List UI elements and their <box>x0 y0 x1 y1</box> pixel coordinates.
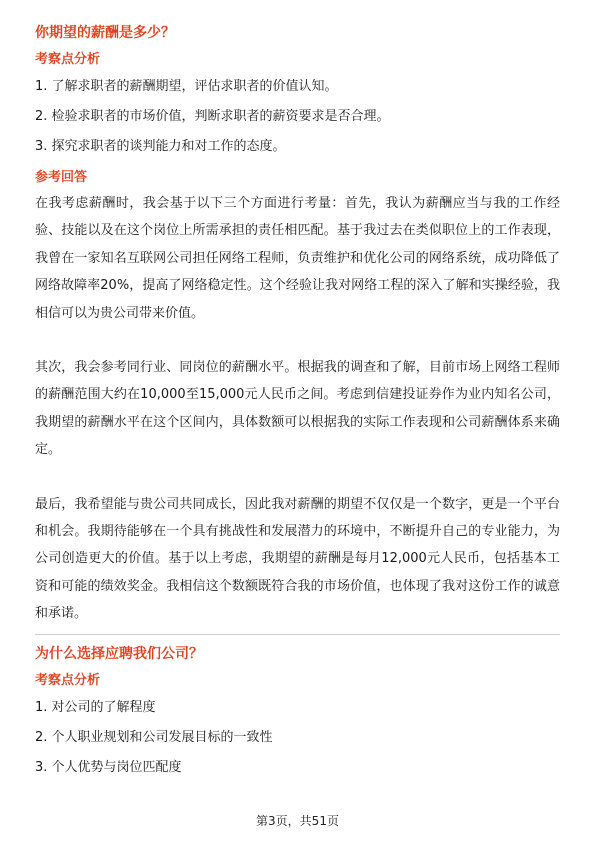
question-title-2: 为什么选择应聘我们公司？ <box>35 645 203 662</box>
answer-heading: 参考回答 <box>35 170 88 185</box>
page-number: 第3页，共51页 <box>256 814 339 828</box>
analysis-heading-1: 考察点分析 <box>35 52 101 67</box>
question-title-1: 你期望的薪酬是多少？ <box>35 25 175 41</box>
list-item: 3. 个人优势与岗位匹配度 <box>35 759 182 775</box>
list-item: 3. 探究求职者的谈判能力和对工作的态度。 <box>35 139 286 154</box>
list-item: 2. 个人职业规划和公司发展目标的一致性 <box>35 729 273 745</box>
paragraph-gap <box>35 464 560 491</box>
document-page <box>35 22 560 783</box>
paragraph-gap <box>35 327 560 354</box>
list-item: 1. 了解求职者的薪酬期望，评估求职者的价值认知。 <box>35 79 338 94</box>
list-item: 1. 对公司的了解程度 <box>35 699 156 715</box>
analysis-heading-2: 考察点分析 <box>35 672 101 688</box>
answer-paragraph-3: 最后，我希望能与贵公司共同成长，因此我对薪酬的期望不仅仅是一个数字，更是一个平台和机会。我期待能够在一个具有挑战性和发展潜力的环境中，不断提升自己的专业能力，为公司创造更大的价值。基于以上考虑，我期望的薪酬是每月12,000元人民币，包括基本工资和可能的绩效奖金。我相信这个数额既符合我的市场价值，也体现了我对这份工作的诚意和承诺。 <box>35 496 560 622</box>
answer-paragraph-1: 在我考虑薪酬时，我会基于以下三个方面进行考量：首先，我认为薪酬应当与我的工作经验、技能以及在这个岗位上所需承担的责任相匹配。基于我过去在类似职位上的工作表现，我曾在一家知名互联网公司担任网络工程师，负责维护和优化公司的网络系统，成功降低了网络故障率20%，提高了网络稳定性。这个经验让我对网络工程的深入了解和实操经验，我相信可以为贵公司带来价值。 <box>35 196 560 321</box>
answer-paragraph-2: 其次，我会参考同行业、同岗位的薪酬水平。根据我的调查和了解，目前市场上网络工程师的薪酬范围大约在10,000至15,000元人民币之间。考虑到信建投证券作为业内知名公司，我期望的薪酬水平在这个区间内，具体数额可以根据我的实际工作表现和公司薪酬体系来确定。 <box>35 360 560 458</box>
section-divider <box>35 634 560 635</box>
list-item: 2. 检验求职者的市场价值，判断求职者的薪资要求是否合理。 <box>35 109 390 124</box>
